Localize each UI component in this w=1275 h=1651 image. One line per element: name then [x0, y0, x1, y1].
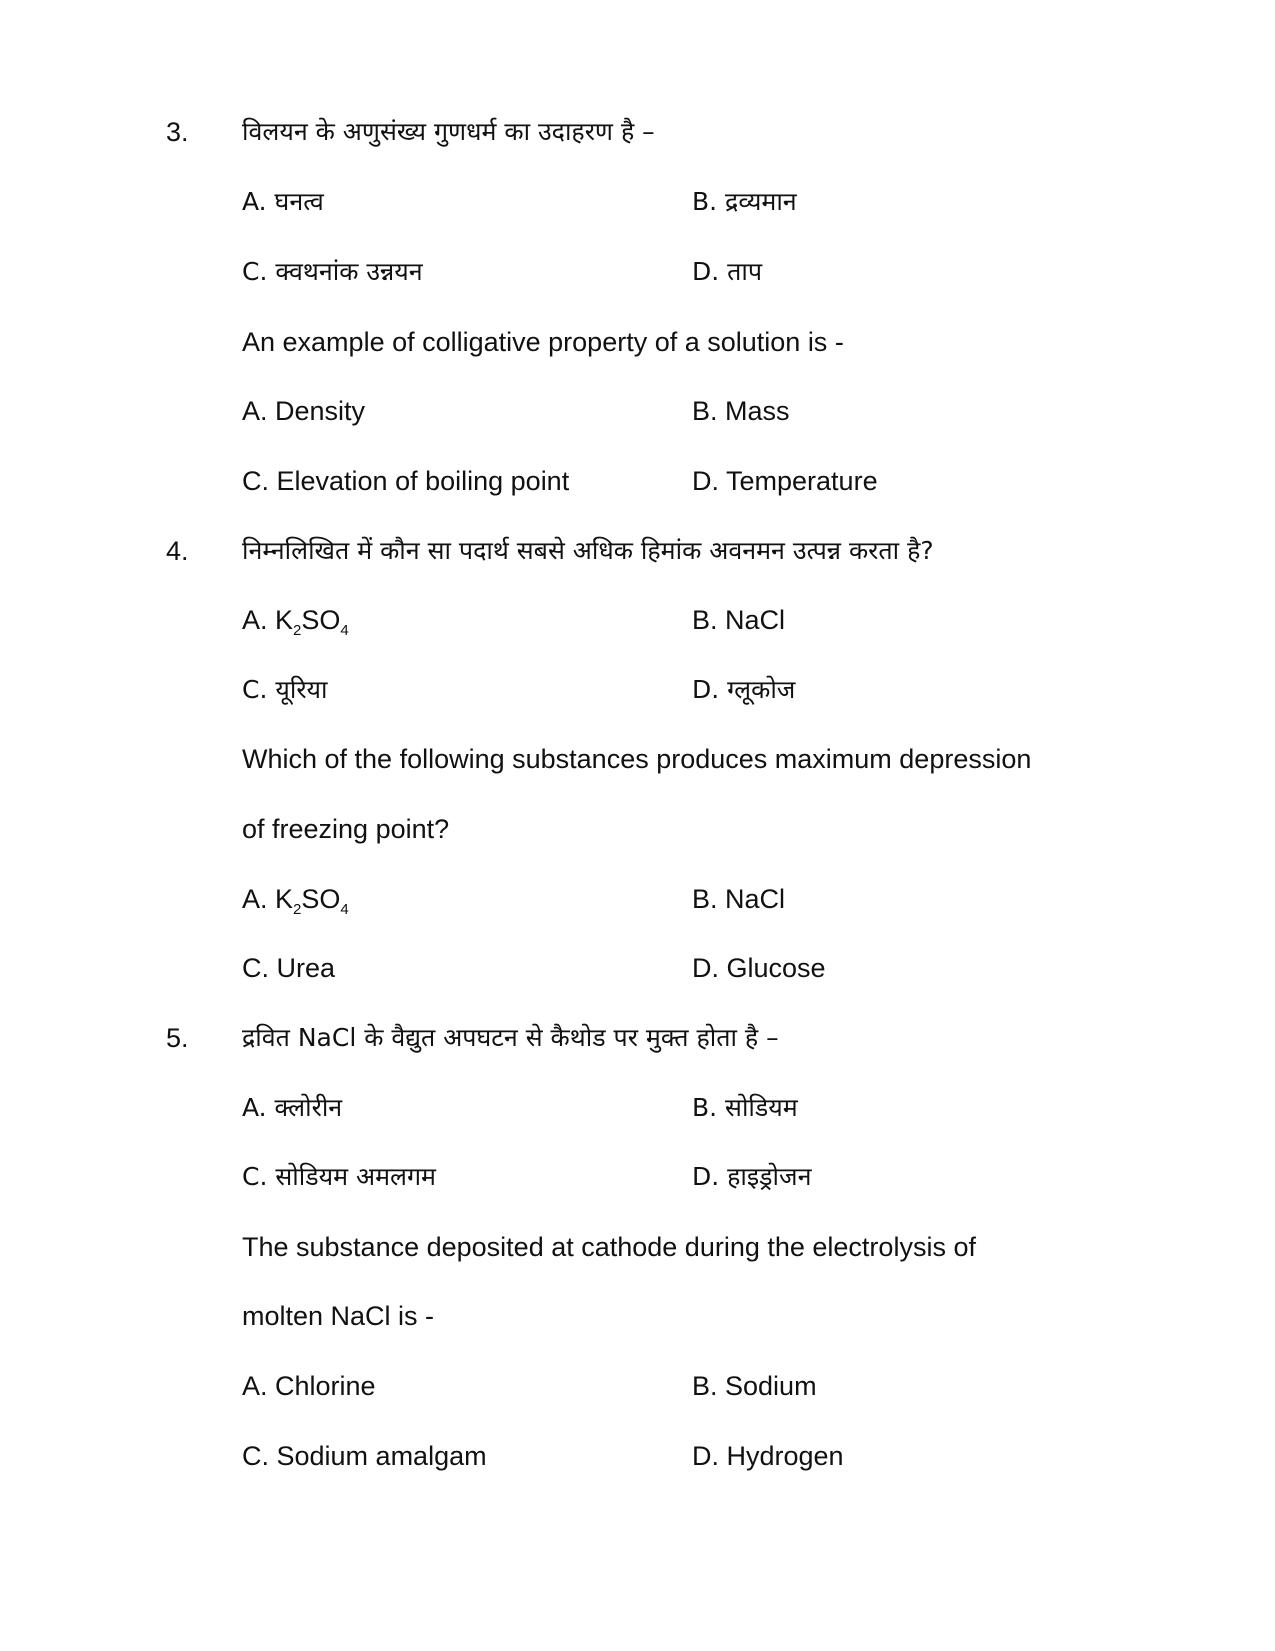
question-number: 3. [166, 117, 189, 147]
option-b-hindi: B. सोडियम [692, 1093, 798, 1122]
question-number: 4. [166, 536, 189, 566]
question-stem-english-cont: of freezing point? [242, 814, 450, 844]
option-d-hindi: D. ग्लूकोज [692, 675, 796, 704]
option-b-english: B. NaCl [692, 884, 786, 914]
option-d-english: D. Glucose [692, 953, 826, 983]
option-c-hindi: C. यूरिया [242, 675, 328, 704]
question-stem-english-cont: molten NaCl is - [242, 1301, 435, 1331]
question-stem-english: The substance deposited at cathode during the electrolysis of [242, 1232, 976, 1262]
option-d-english: D. Hydrogen [692, 1441, 844, 1471]
option-b-hindi: B. द्रव्यमान [692, 187, 797, 216]
question-stem-hindi: द्रवित NaCl के वैद्युत अपघटन से कैथोड पर मुक्त होता है – [242, 1023, 779, 1052]
option-d-hindi: D. ताप [692, 257, 763, 286]
option-c-english: C. Elevation of boiling point [242, 466, 570, 496]
option-c-english: C. Urea [242, 953, 336, 983]
question-stem-english: An example of colligative property of a solution is - [242, 327, 844, 357]
option-c-hindi: C. सोडियम अमलगम [242, 1162, 436, 1191]
option-a-english: A. Density [242, 396, 366, 426]
question-stem-hindi: निम्नलिखित में कौन सा पदार्थ सबसे अधिक हिमांक अवनमन उत्पन्न करता है? [242, 536, 934, 565]
question-number: 5. [166, 1023, 189, 1053]
option-a-hindi: A. $K_2SO_4$ [242, 605, 349, 639]
option-b-hindi: B. NaCl [692, 605, 786, 635]
option-a-english: A. Chlorine [242, 1371, 376, 1401]
question-stem-hindi: विलयन के अणुसंख्य गुणधर्म का उदाहरण है – [242, 117, 655, 146]
option-d-hindi: D. हाइड्रोजन [692, 1162, 812, 1191]
option-b-english: B. Sodium [692, 1371, 817, 1401]
option-a-hindi: A. क्लोरीन [242, 1093, 343, 1122]
option-a-hindi: A. घनत्व [242, 187, 324, 216]
option-b-english: B. Mass [692, 396, 790, 426]
option-c-hindi: C. क्वथनांक उन्नयन [242, 257, 423, 286]
option-c-english: C. Sodium amalgam [242, 1441, 487, 1471]
option-d-english: D. Temperature [692, 466, 878, 496]
question-stem-english: Which of the following substances produces maximum depression [242, 744, 1032, 774]
option-a-english: A. $K_2SO_4$ [242, 884, 349, 918]
